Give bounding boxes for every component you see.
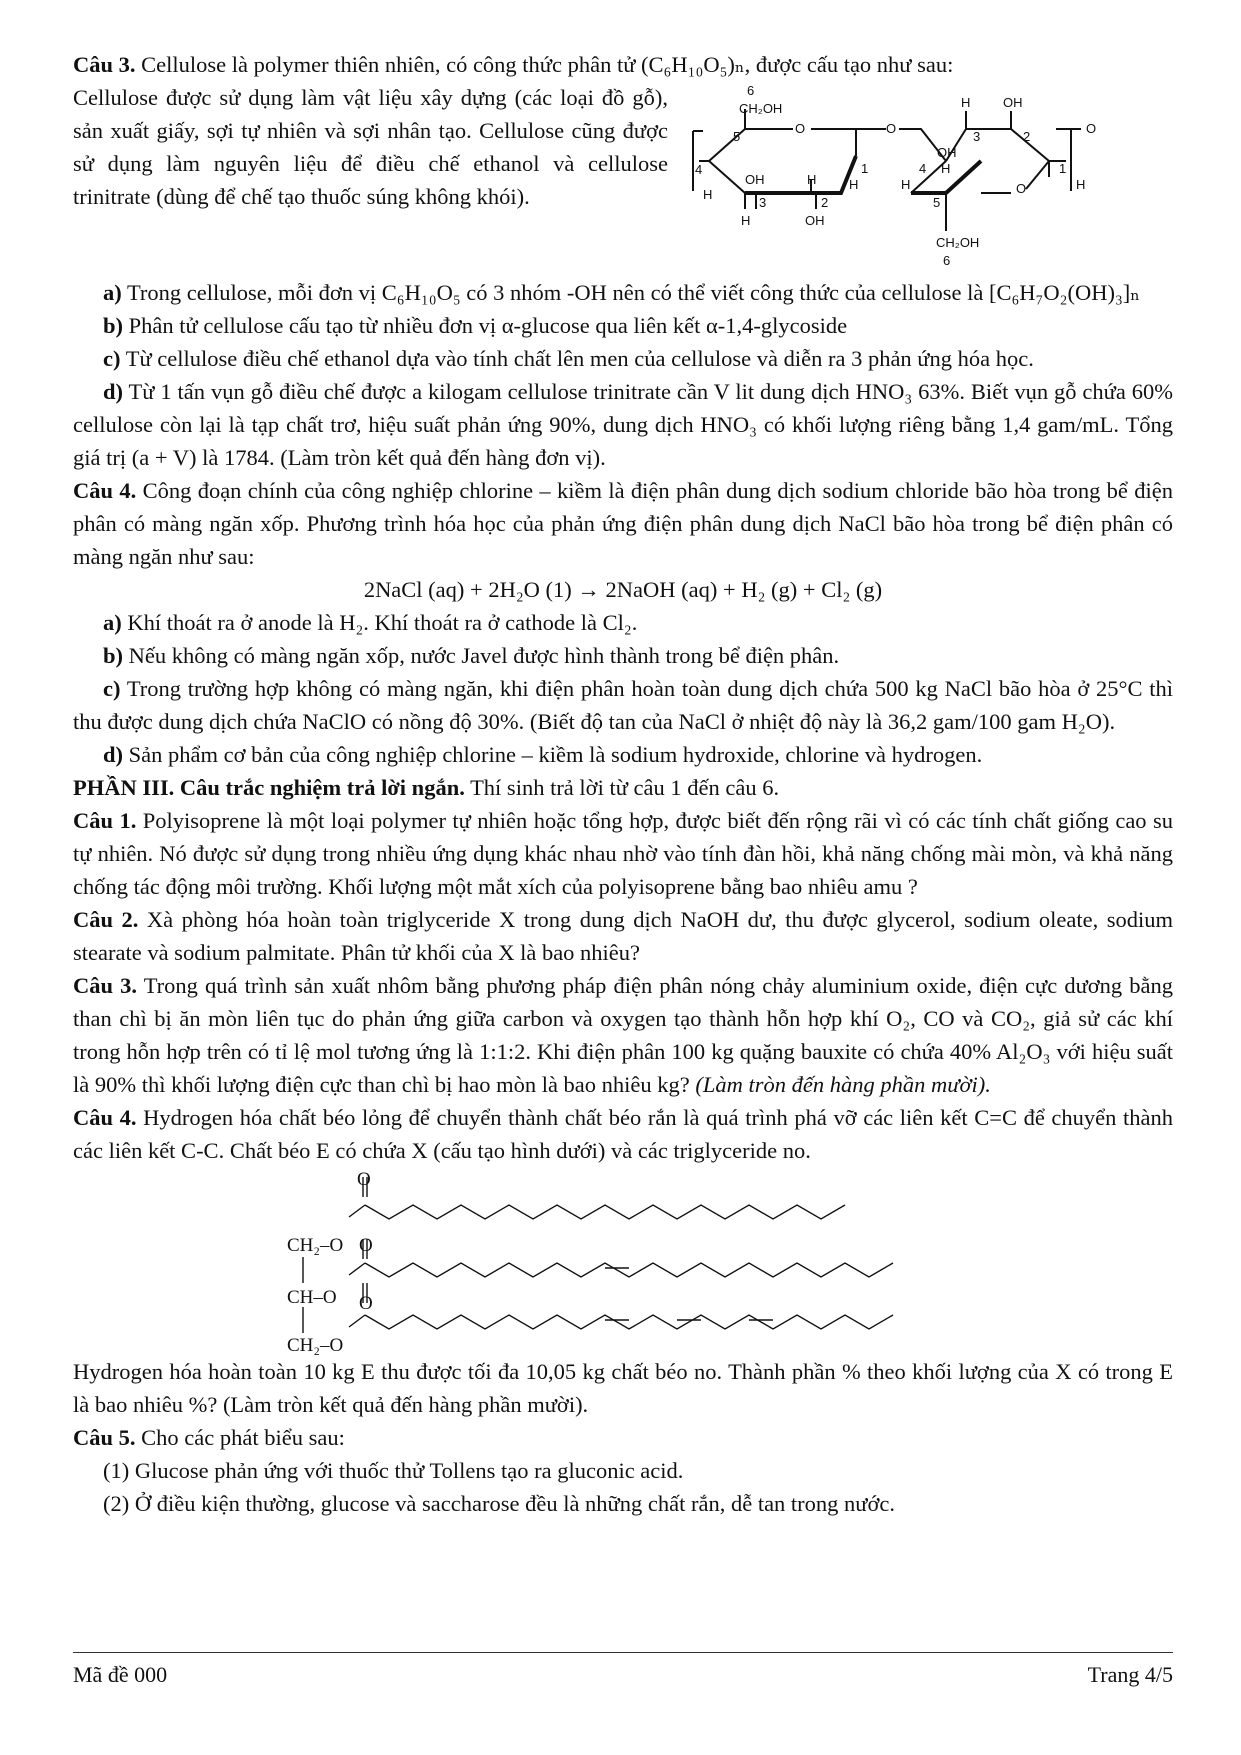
q3-title: Câu 3. [73, 52, 136, 77]
fat-label: O [357, 1169, 371, 1190]
chem-label: 6 [943, 253, 951, 268]
chem-label: O [1086, 121, 1097, 136]
exam-code: Mã đề 000 [73, 1662, 168, 1687]
question-text: Hydrogen hóa chất béo lỏng để chuyển thành chất béo rắn là quá trình phá vỡ các liên kết C=C để chuyển thành các liên kết C-C. Chất béo E có chứa X (cấu tạo hình dưới) và các triglyceride no. [73, 1105, 1174, 1163]
chem-label: 3 [973, 129, 981, 144]
question-title: Câu 5. [73, 1425, 136, 1450]
statement-text: Trong cellulose, mỗi đơn vị C₆H₁₀O₅ có 3 nhóm -OH nên có thể viết công thức của cellulose là [C₆H₇O₂(OH)₃]ₙ [126, 280, 1141, 305]
fat-label: CH–O [287, 1287, 337, 1308]
q3-statement-c [73, 342, 1173, 375]
chem-label: H [849, 177, 859, 192]
chem-label: 6 [747, 83, 755, 98]
part3-heading [73, 771, 1173, 804]
chem-label: OH [1003, 95, 1023, 110]
p2-question [73, 903, 1173, 969]
chem-label: 2 [1023, 129, 1031, 144]
p4-followup: Hydrogen hóa hoàn toàn 10 kg E thu được tối đa 10,05 kg chất béo no. Thành phần % theo khối lượng của X có trong E là bao nhiêu %? (Làm tròn kết quả đến hàng phần mười). [73, 1359, 1173, 1417]
statement-text: Khí thoát ra ở anode là H₂. Khí thoát ra ở cathode là Cl₂. [127, 610, 638, 635]
chem-label: 4 [695, 162, 703, 177]
chem-label: 1 [1059, 161, 1067, 176]
chem-label: H [741, 213, 751, 228]
part3-note: Thí sinh trả lời từ câu 1 đến câu 6. [470, 775, 780, 800]
statement-label: c) [103, 676, 121, 701]
statement-text: Từ 1 tấn vụn gỗ điều chế được a kilogam cellulose trinitrate cần V lit dung dịch HNO₃ 63%. Biết vụn gỗ chứa 60% cellulose còn lại là tạp chất trơ, hiệu suất phản ứng 90%, dung dịch HNO₃ có khối lượng riêng bằng 1,4 gam/mL. Tổng giá trị (a + V) là 1784. (Làm tròn kết quả đến hàng đơn vị). [73, 379, 1173, 470]
statement-text: Từ cellulose điều chế ethanol dựa vào tính chất lên men của cellulose và diễn ra 3 phản ứng hóa học. [125, 346, 1034, 371]
chem-label: OH [937, 145, 957, 160]
p4-question [73, 1101, 1173, 1167]
fat-structure-block [73, 1167, 1173, 1355]
chem-label: OH [805, 213, 825, 228]
statement-label: a) [103, 610, 122, 635]
q4-equation: 2NaCl (aq) + 2H₂O (1) → 2NaOH (aq) + H₂ (g) + Cl₂ (g) [363, 577, 883, 602]
p5-statement-2: (2) Ở điều kiện thường, glucose và saccharose đều là những chất rắn, dễ tan trong nước. [103, 1491, 896, 1516]
fat-label: O [359, 1235, 373, 1256]
cellulose-structure-diagram [681, 81, 1131, 276]
q4-title: Câu 4. [73, 478, 137, 503]
q3-body-block [73, 81, 1173, 276]
chem-label: H [961, 95, 971, 110]
chem-label: O [795, 121, 806, 136]
page-number: Trang 4/5 [1087, 1662, 1173, 1687]
statement-text: Sản phẩm cơ bản của công nghiệp chlorine – kiềm là sodium hydroxide, chlorine và hydrogen. [128, 742, 983, 767]
chem-label: 5 [933, 195, 941, 210]
p1-question [73, 804, 1173, 903]
statement-label: c) [103, 346, 121, 371]
p3-question [73, 969, 1173, 1101]
footer-divider [73, 1652, 1173, 1653]
question-title: Câu 1. [73, 808, 137, 833]
question-note: (Làm tròn đến hàng phần mười). [695, 1072, 991, 1097]
question-text: Cho các phát biểu sau: [141, 1425, 345, 1450]
q4-intro: Công đoạn chính của công nghiệp chlorine – kiềm là điện phân dung dịch sodium chloride bão hòa trong bể điện phân có màng ngăn xốp. Phương trình hóa học của phản ứng điện phân dung dịch NaCl bão hòa trong bể điện phân có màng ngăn như sau: [73, 478, 1174, 569]
statement-label: b) [103, 643, 124, 668]
chem-label: OH [745, 172, 765, 187]
chem-label: 4 [919, 161, 927, 176]
q3-body: Cellulose được sử dụng làm vật liệu xây dựng (các loại đồ gỗ), sản xuất giấy, sợi tự nhiên và sợi nhân tạo. Cellulose cũng được sử dụng làm nguyên liệu để điều chế ethanol và cellulose trinitrate (dùng để chế tạo thuốc súng không khói). [73, 85, 668, 209]
chem-label: H [807, 172, 817, 187]
chem-label: H [703, 187, 713, 202]
p5-question [73, 1421, 1173, 1454]
fat-label: CH₂–O [287, 1235, 344, 1256]
p5-statement-1: (1) Glucose phản ứng với thuốc thử Tollens tạo ra gluconic acid. [103, 1458, 684, 1483]
chem-label: H [1076, 177, 1086, 192]
chem-label: 2 [821, 195, 829, 210]
question-title: Câu 4. [73, 1105, 137, 1130]
q3-intro: Cellulose là polymer thiên nhiên, có công thức phân tử (C₆H₁₀O₅)ₙ, được cấu tạo như sau: [141, 52, 954, 77]
q3-statement-a [73, 276, 1173, 309]
chem-label: 1 [861, 161, 869, 176]
chem-label: 5 [733, 129, 741, 144]
question-title: Câu 2. [73, 907, 139, 932]
statement-label: d) [103, 379, 124, 404]
chem-label: 3 [759, 195, 767, 210]
chem-label: CH₂OH [936, 235, 980, 250]
chem-label: O [886, 121, 897, 136]
statement-label: a) [103, 280, 122, 305]
question-title: Câu 3. [73, 973, 137, 998]
q4-statement-a [73, 606, 1173, 639]
triglyceride-x-structure [283, 1167, 1063, 1355]
chem-label: H [901, 177, 911, 192]
q4-heading [73, 474, 1173, 573]
question-text: Polyisoprene là một loại polymer tự nhiên hoặc tổng hợp, được biết đến rộng rãi vì có các tính chất giống cao su tự nhiên. Nó được sử dụng trong nhiều ứng dụng khác nhau nhờ vào tính đàn hồi, khả năng chống mài mòn, và khả năng chống tác động môi trường. Khối lượng một mắt xích của polyisoprene bằng bao nhiêu amu ? [73, 808, 1173, 899]
fat-label: O [359, 1293, 373, 1314]
chem-label: CH₂OH [739, 101, 783, 116]
q3-statement-b [73, 309, 1173, 342]
q4-statement-d [73, 738, 1173, 771]
q4-statement-c [73, 672, 1173, 738]
chem-label: O [1016, 181, 1027, 196]
statement-label: b) [103, 313, 124, 338]
question-text: Trong quá trình sản xuất nhôm bằng phương pháp điện phân nóng chảy aluminium oxide, điện cực dương bằng than chì bị ăn mòn liên tục do phản ứng giữa carbon và oxygen tạo thành hỗn hợp khí O₂, CO và CO₂, giả sử các khí trong hỗn hợp trên có tỉ lệ mol tương ứng là 1:1:2. Khi điện phân 100 kg quặng bauxite có chứa 40% Al₂O₃ với hiệu suất là 90% thì khối lượng điện cực than chì bị hao mòn là bao nhiêu kg? [73, 973, 1174, 1097]
question-text: Xà phòng hóa hoàn toàn triglyceride X trong dung dịch NaOH dư, thu được glycerol, sodium oleate, sodium stearate và sodium palmitate. Phân tử khối của X là bao nhiêu? [73, 907, 1174, 965]
statement-text: Trong trường hợp không có màng ngăn, khi điện phân hoàn toàn dung dịch chứa 500 kg NaCl bão hòa ở 25°C thì thu được dung dịch chứa NaClO có nồng độ 30%. (Biết độ tan của NaCl ở nhiệt độ này là 36,2 gam/100 gam H₂O). [73, 676, 1174, 734]
statement-text: Phân tử cellulose cấu tạo từ nhiều đơn vị α-glucose qua liên kết α-1,4-glycoside [128, 313, 848, 338]
exam-page [73, 48, 1173, 1520]
fat-label: CH₂–O [287, 1335, 344, 1355]
q3-heading [73, 48, 1173, 81]
chem-label: H [941, 161, 951, 176]
statement-text: Nếu không có màng ngăn xốp, nước Javel được hình thành trong bể điện phân. [128, 643, 840, 668]
q3-statement-d [73, 375, 1173, 474]
q4-statement-b [73, 639, 1173, 672]
statement-label: d) [103, 742, 124, 767]
part3-title: PHẦN III. Câu trắc nghiệm trả lời ngắn. [73, 775, 465, 800]
